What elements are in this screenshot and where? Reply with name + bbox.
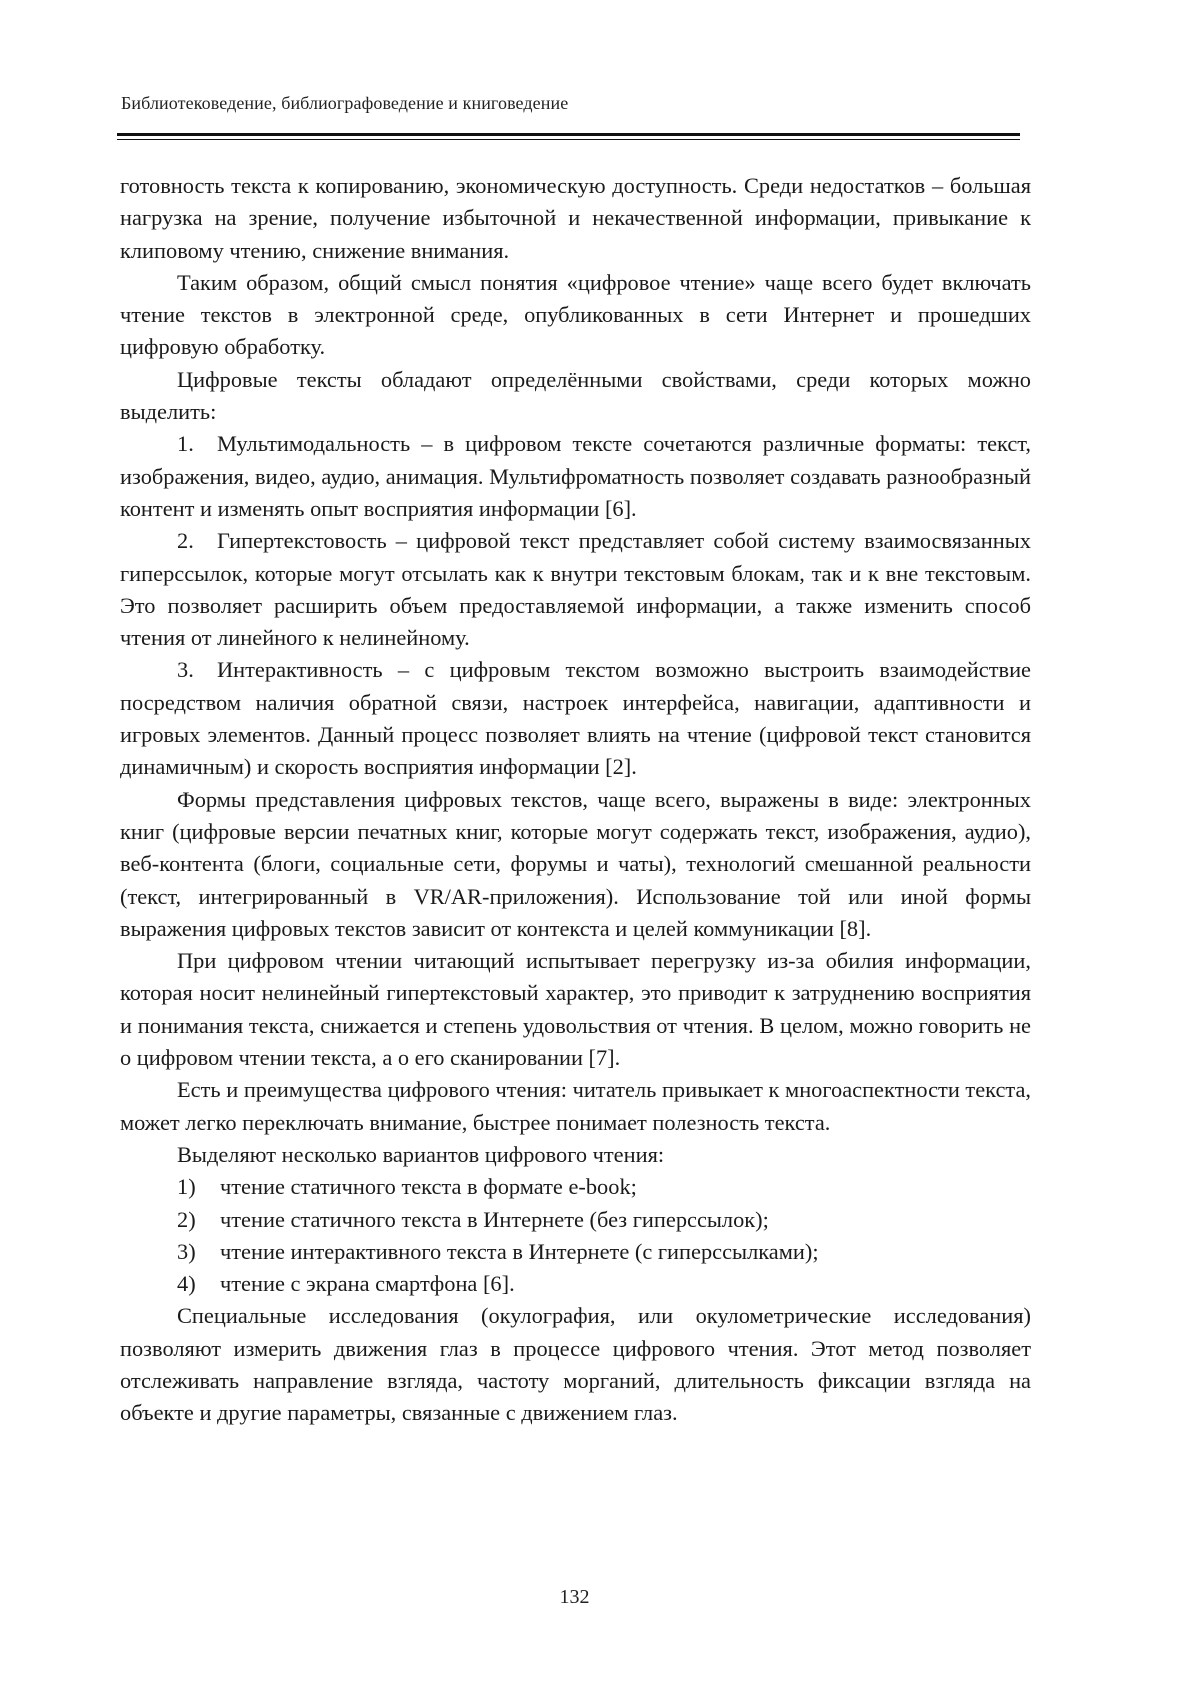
variant-text: чтение статичного текста в формате e-book; (220, 1174, 637, 1200)
variant-number: 3) (177, 1238, 196, 1264)
paragraph: Таким образом, общий смысл понятия «цифровое чтение» чаще всего будет включать чтение текстов в электронной среде, опубликованных в сети Интернет и прошедших цифровую обработку. (120, 269, 1031, 360)
paragraph: Специальные исследования (окулография, или окулометрические исследования) позволяют измерить движения глаз в процессе цифрового чтения. Этот метод позволяет отслеживать направление взгляда, частоту морганий, длительность фиксации взгляда на объекте и другие параметры, связанные с движением глаз. (120, 1303, 1031, 1426)
property-number: 3. (177, 657, 194, 683)
variant-item (120, 1268, 1031, 1300)
variant-text: чтение интерактивного текста в Интернете (с гиперссылками); (220, 1238, 819, 1264)
property-item (120, 428, 1031, 525)
property-number: 1. (177, 431, 194, 457)
header-rule-thick (117, 133, 1020, 136)
variant-number: 2) (177, 1206, 196, 1232)
property-text: Интерактивность – с цифровым текстом возможно выстроить взаимодействие посредством наличия обратной связи, настроек интерфейса, навигации, адаптивности и игровых элементов. Данный процесс позволяет влиять на чтение (цифровой текст становится динамичным) и скорость восприятия информации [2]. (120, 657, 1031, 780)
paragraph: Выделяют несколько вариантов цифрового чтения: (177, 1141, 665, 1167)
variant-number: 4) (177, 1271, 196, 1297)
variant-text: чтение с экрана смартфона [6]. (220, 1271, 515, 1297)
paragraph: При цифровом чтении читающий испытывает перегрузку из-за обилия информации, которая носит нелинейный гипертекстовый характер, это приводит к затруднению восприятия и понимания текста, снижается и степень удовольствия от чтения. В целом, можно говорить не о цифровом чтении текста, а о его сканировании [7]. (120, 948, 1031, 1071)
property-text: Гипертекстовость – цифровой текст представляет собой систему взаимосвязанных гиперссылок, которые могут отсылать как к внутри текстовым блокам, так и к вне текстовым. Это позволяет расширить объем предоставляемой информации, а также изменить способ чтения от линейного к нелинейному. (120, 528, 1031, 651)
page-number: 132 (559, 1586, 590, 1608)
property-text: Мультимодальность – в цифровом тексте сочетаются различные форматы: текст, изображения, видео, аудио, анимация. Мультифроматность позволяет создавать разнообразный контент и изменять опыт восприятия информации [6]. (120, 431, 1031, 521)
variant-item (120, 1171, 1031, 1203)
running-header: Библиотековедение, библиографоведение и книговедение (121, 93, 569, 113)
paragraph: Цифровые тексты обладают определёнными свойствами, среди которых можно выделить: (120, 366, 1031, 425)
property-number: 2. (177, 528, 194, 554)
paragraph: Формы представления цифровых текстов, чаще всего, выражены в виде: электронных книг (цифровые версии печатных книг, которые могут содержать текст, изображения, аудио), веб-контента (блоги, социальные сети, форумы и чаты), технологий смешанной реальности (текст, интегрированный в VR/AR-приложения). Использование той или иной формы выражения цифровых текстов зависит от контекста и целей коммуникации [8]. (120, 786, 1031, 941)
variant-text: чтение статичного текста в Интернете (без гиперссылок); (220, 1206, 769, 1232)
variant-number: 1) (177, 1174, 196, 1200)
body-text (120, 170, 1031, 1430)
variant-item (120, 1236, 1031, 1268)
paragraph: готовность текста к копированию, экономическую доступность. Среди недостатков – большая нагрузка на зрение, получение избыточной и некачественной информации, привыкание к клиповому чтению, снижение внимания. (120, 173, 1031, 263)
property-item (120, 654, 1031, 783)
variant-item (120, 1204, 1031, 1236)
header-rule-thin (117, 139, 1020, 140)
property-item (120, 525, 1031, 654)
paragraph: Есть и преимущества цифрового чтения: читатель привыкает к многоаспектности текста, может легко переключать внимание, быстрее понимает полезность текста. (120, 1077, 1031, 1135)
